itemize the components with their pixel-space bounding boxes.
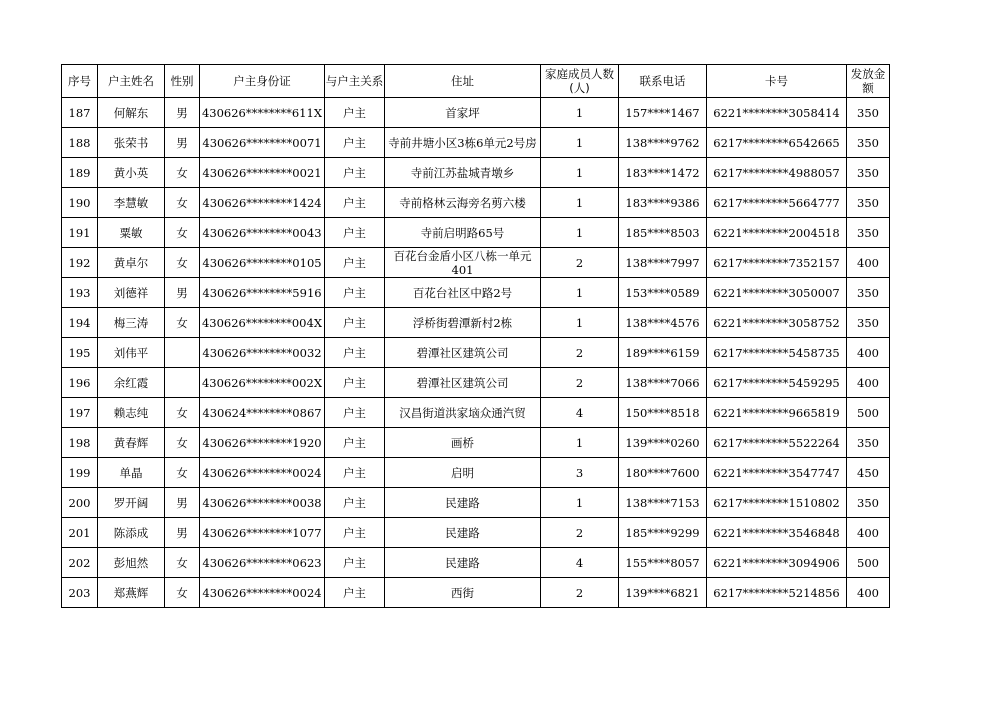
header-relation: 与户主关系 [325, 65, 385, 98]
cell-id-number: 430626********1424 [200, 188, 325, 218]
cell-id-number: 430626********002X [200, 368, 325, 398]
cell-card-number: 6221********2004518 [707, 218, 847, 248]
cell-phone: 185****9299 [619, 518, 707, 548]
cell-relation: 户主 [325, 218, 385, 248]
cell-gender: 女 [165, 458, 200, 488]
cell-index: 199 [62, 458, 98, 488]
cell-gender: 女 [165, 248, 200, 278]
cell-family-size: 1 [541, 98, 619, 128]
cell-amount: 450 [847, 458, 890, 488]
cell-index: 189 [62, 158, 98, 188]
cell-name: 粟敏 [98, 218, 165, 248]
cell-address: 首家坪 [385, 98, 541, 128]
cell-family-size: 2 [541, 368, 619, 398]
cell-index: 194 [62, 308, 98, 338]
cell-gender: 女 [165, 398, 200, 428]
cell-name: 梅三涛 [98, 308, 165, 338]
cell-id-number: 430626********0105 [200, 248, 325, 278]
cell-card-number: 6217********5458735 [707, 338, 847, 368]
cell-amount: 350 [847, 98, 890, 128]
cell-family-size: 2 [541, 248, 619, 278]
cell-address: 寺前启明路65号 [385, 218, 541, 248]
header-phone: 联系电话 [619, 65, 707, 98]
cell-address: 寺前江苏盐城青墩乡 [385, 158, 541, 188]
cell-relation: 户主 [325, 398, 385, 428]
cell-gender [165, 338, 200, 368]
cell-relation: 户主 [325, 278, 385, 308]
cell-relation: 户主 [325, 308, 385, 338]
cell-card-number: 6221********3050007 [707, 278, 847, 308]
cell-index: 198 [62, 428, 98, 458]
cell-phone: 153****0589 [619, 278, 707, 308]
cell-name: 赖志纯 [98, 398, 165, 428]
cell-address: 民建路 [385, 548, 541, 578]
cell-gender [165, 368, 200, 398]
cell-card-number: 6221********3058752 [707, 308, 847, 338]
cell-name: 黄春辉 [98, 428, 165, 458]
cell-card-number: 6221********3546848 [707, 518, 847, 548]
cell-card-number: 6217********1510802 [707, 488, 847, 518]
cell-family-size: 1 [541, 308, 619, 338]
cell-card-number: 6221********9665819 [707, 398, 847, 428]
cell-family-size: 3 [541, 458, 619, 488]
cell-id-number: 430626********0623 [200, 548, 325, 578]
cell-gender: 女 [165, 308, 200, 338]
cell-family-size: 2 [541, 518, 619, 548]
cell-gender: 女 [165, 548, 200, 578]
table-row [62, 188, 890, 218]
cell-gender: 女 [165, 188, 200, 218]
cell-phone: 189****6159 [619, 338, 707, 368]
cell-name: 余红霞 [98, 368, 165, 398]
cell-index: 202 [62, 548, 98, 578]
cell-amount: 400 [847, 248, 890, 278]
cell-phone: 180****7600 [619, 458, 707, 488]
header-id-number: 户主身份证 [200, 65, 325, 98]
cell-id-number: 430626********1920 [200, 428, 325, 458]
cell-address: 启明 [385, 458, 541, 488]
cell-name: 刘伟平 [98, 338, 165, 368]
cell-relation: 户主 [325, 458, 385, 488]
cell-index: 193 [62, 278, 98, 308]
cell-relation: 户主 [325, 338, 385, 368]
cell-id-number: 430626********0021 [200, 158, 325, 188]
cell-amount: 350 [847, 128, 890, 158]
cell-id-number: 430626********004X [200, 308, 325, 338]
cell-amount: 400 [847, 338, 890, 368]
cell-phone: 138****9762 [619, 128, 707, 158]
cell-index: 201 [62, 518, 98, 548]
cell-id-number: 430626********0032 [200, 338, 325, 368]
cell-relation: 户主 [325, 248, 385, 278]
cell-gender: 男 [165, 98, 200, 128]
cell-id-number: 430626********1077 [200, 518, 325, 548]
cell-family-size: 2 [541, 338, 619, 368]
cell-name: 刘德祥 [98, 278, 165, 308]
cell-family-size: 1 [541, 128, 619, 158]
cell-name: 罗开阔 [98, 488, 165, 518]
cell-relation: 户主 [325, 428, 385, 458]
header-gender: 性别 [165, 65, 200, 98]
cell-amount: 500 [847, 548, 890, 578]
cell-address: 民建路 [385, 518, 541, 548]
cell-relation: 户主 [325, 488, 385, 518]
cell-card-number: 6217********6542665 [707, 128, 847, 158]
cell-id-number: 430626********0024 [200, 578, 325, 608]
cell-name: 黄卓尔 [98, 248, 165, 278]
cell-id-number: 430626********0043 [200, 218, 325, 248]
cell-gender: 男 [165, 488, 200, 518]
cell-amount: 400 [847, 518, 890, 548]
cell-card-number: 6217********5664777 [707, 188, 847, 218]
cell-family-size: 1 [541, 428, 619, 458]
cell-phone: 139****0260 [619, 428, 707, 458]
cell-phone: 150****8518 [619, 398, 707, 428]
cell-amount: 400 [847, 368, 890, 398]
cell-phone: 139****6821 [619, 578, 707, 608]
cell-card-number: 6217********4988057 [707, 158, 847, 188]
cell-phone: 183****9386 [619, 188, 707, 218]
cell-index: 190 [62, 188, 98, 218]
cell-card-number: 6217********7352157 [707, 248, 847, 278]
table-row [62, 548, 890, 578]
cell-address: 寺前井塘小区3栋6单元2号房 [385, 128, 541, 158]
cell-amount: 350 [847, 188, 890, 218]
cell-name: 郑燕辉 [98, 578, 165, 608]
cell-phone: 185****8503 [619, 218, 707, 248]
cell-relation: 户主 [325, 368, 385, 398]
cell-gender: 男 [165, 518, 200, 548]
cell-id-number: 430624********0867 [200, 398, 325, 428]
table-row [62, 398, 890, 428]
table-row [62, 128, 890, 158]
cell-relation: 户主 [325, 548, 385, 578]
cell-family-size: 1 [541, 218, 619, 248]
cell-phone: 138****7066 [619, 368, 707, 398]
header-amount: 发放金额 [847, 65, 890, 98]
header-name: 户主姓名 [98, 65, 165, 98]
cell-family-size: 1 [541, 188, 619, 218]
cell-index: 196 [62, 368, 98, 398]
cell-address: 碧潭社区建筑公司 [385, 338, 541, 368]
cell-amount: 350 [847, 488, 890, 518]
cell-family-size: 4 [541, 548, 619, 578]
cell-index: 188 [62, 128, 98, 158]
table-row [62, 308, 890, 338]
cell-relation: 户主 [325, 518, 385, 548]
cell-card-number: 6217********5522264 [707, 428, 847, 458]
table-body [62, 98, 890, 608]
table-row [62, 488, 890, 518]
cell-name: 彭旭然 [98, 548, 165, 578]
cell-relation: 户主 [325, 158, 385, 188]
cell-index: 192 [62, 248, 98, 278]
cell-phone: 157****1467 [619, 98, 707, 128]
cell-phone: 183****1472 [619, 158, 707, 188]
cell-index: 187 [62, 98, 98, 128]
cell-relation: 户主 [325, 128, 385, 158]
cell-card-number: 6217********5214856 [707, 578, 847, 608]
table-row [62, 368, 890, 398]
cell-card-number: 6221********3547747 [707, 458, 847, 488]
table-row [62, 158, 890, 188]
cell-address: 汉昌街道洪家垴众通汽贸 [385, 398, 541, 428]
cell-name: 黄小英 [98, 158, 165, 188]
cell-address: 寺前格林云海旁名剪六楼 [385, 188, 541, 218]
cell-index: 197 [62, 398, 98, 428]
cell-gender: 女 [165, 428, 200, 458]
cell-family-size: 4 [541, 398, 619, 428]
cell-address: 百花台社区中路2号 [385, 278, 541, 308]
table-row [62, 518, 890, 548]
cell-id-number: 430626********611X [200, 98, 325, 128]
cell-amount: 400 [847, 578, 890, 608]
cell-index: 191 [62, 218, 98, 248]
cell-index: 195 [62, 338, 98, 368]
cell-amount: 350 [847, 158, 890, 188]
cell-address: 碧潭社区建筑公司 [385, 368, 541, 398]
cell-address: 画桥 [385, 428, 541, 458]
cell-id-number: 430626********5916 [200, 278, 325, 308]
household-table [61, 64, 890, 608]
table-row [62, 278, 890, 308]
cell-relation: 户主 [325, 188, 385, 218]
cell-address: 浮桥街碧潭新村2栋 [385, 308, 541, 338]
header-index: 序号 [62, 65, 98, 98]
cell-amount: 500 [847, 398, 890, 428]
cell-gender: 女 [165, 218, 200, 248]
cell-name: 单晶 [98, 458, 165, 488]
cell-relation: 户主 [325, 98, 385, 128]
header-card-number: 卡号 [707, 65, 847, 98]
cell-phone: 138****7997 [619, 248, 707, 278]
header-row [62, 65, 890, 98]
cell-gender: 男 [165, 278, 200, 308]
cell-relation: 户主 [325, 578, 385, 608]
table-row [62, 458, 890, 488]
household-table-container [61, 64, 890, 608]
cell-address: 民建路 [385, 488, 541, 518]
cell-amount: 350 [847, 308, 890, 338]
cell-family-size: 1 [541, 278, 619, 308]
table-row [62, 98, 890, 128]
cell-family-size: 1 [541, 488, 619, 518]
cell-phone: 155****8057 [619, 548, 707, 578]
cell-gender: 男 [165, 128, 200, 158]
table-row [62, 248, 890, 278]
cell-name: 李慧敏 [98, 188, 165, 218]
cell-name: 张荣书 [98, 128, 165, 158]
cell-id-number: 430626********0024 [200, 458, 325, 488]
cell-index: 200 [62, 488, 98, 518]
cell-id-number: 430626********0071 [200, 128, 325, 158]
table-row [62, 218, 890, 248]
cell-phone: 138****4576 [619, 308, 707, 338]
cell-gender: 女 [165, 158, 200, 188]
cell-card-number: 6221********3094906 [707, 548, 847, 578]
cell-id-number: 430626********0038 [200, 488, 325, 518]
cell-amount: 350 [847, 278, 890, 308]
cell-name: 何解东 [98, 98, 165, 128]
cell-family-size: 1 [541, 158, 619, 188]
table-row [62, 578, 890, 608]
cell-index: 203 [62, 578, 98, 608]
cell-amount: 350 [847, 218, 890, 248]
cell-gender: 女 [165, 578, 200, 608]
table-row [62, 428, 890, 458]
header-family-size: 家庭成员人数(人) [541, 65, 619, 98]
cell-card-number: 6217********5459295 [707, 368, 847, 398]
cell-phone: 138****7153 [619, 488, 707, 518]
header-address: 住址 [385, 65, 541, 98]
cell-amount: 350 [847, 428, 890, 458]
table-row [62, 338, 890, 368]
cell-card-number: 6221********3058414 [707, 98, 847, 128]
cell-name: 陈添成 [98, 518, 165, 548]
cell-family-size: 2 [541, 578, 619, 608]
cell-address: 西街 [385, 578, 541, 608]
cell-address: 百花台金盾小区八栋一单元401 [385, 248, 541, 278]
